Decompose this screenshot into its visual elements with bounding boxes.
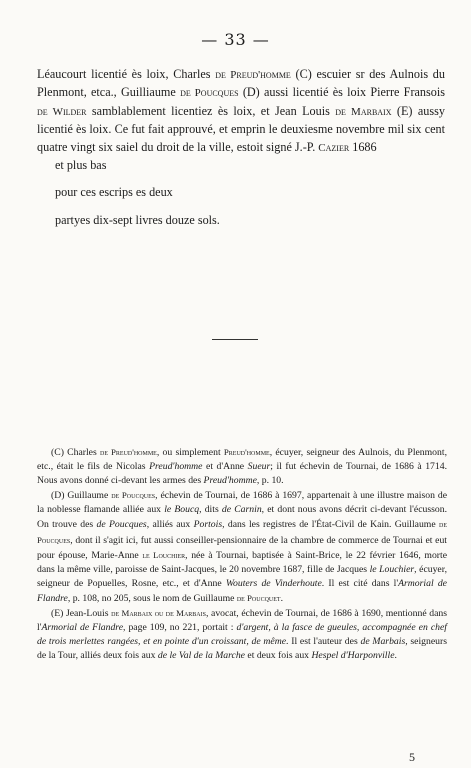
text-run: (C) Charles bbox=[51, 447, 100, 458]
italic-name: de Carnin bbox=[221, 504, 262, 516]
text-run: samblablement licentiez ès loix, et Jean Louis bbox=[86, 103, 336, 118]
surname: de Poucques bbox=[37, 519, 447, 545]
text-run: 1686 bbox=[349, 139, 377, 154]
text-run: (E) Jean-Louis bbox=[51, 608, 112, 620]
text-run: , et dont nous avons décrit ci-devant l'écusson. On trouve des bbox=[37, 504, 448, 531]
text-run: , dont il s'agit ici, fut aussi conseiller-pensionnaire de la chambre de commerce de Tournai et eut pour épouse, Marie-Anne bbox=[37, 534, 447, 561]
text-run: , p. 108, no 205, sous le nom de Guillaume bbox=[67, 592, 237, 604]
footnote-c bbox=[37, 445, 447, 488]
spacer bbox=[37, 174, 445, 184]
text-run: Léaucourt licentié ès loix, Charles bbox=[37, 67, 216, 81]
text-run: (D) Guillaume bbox=[51, 490, 112, 502]
text-run: , dans les registres de l'État-Civil de Kain. Guillaume bbox=[222, 519, 439, 531]
italic-name: Hespel d'Harponville bbox=[311, 650, 395, 662]
text-run: (E) aussy licentié ès loix. Ce fut fait approuvé, et emprin le deuxiesme novembre mil six cent quatre vingt six saiel du droit de la ville, estoit signé J.-P. bbox=[37, 103, 445, 154]
text-run: , ou simplement bbox=[156, 447, 224, 458]
surname: de Poucquet bbox=[236, 592, 281, 603]
text-run: . Il est l'auteur des bbox=[286, 636, 361, 648]
surname: de Preud'homme bbox=[100, 447, 157, 457]
surname: de Marbaix bbox=[335, 105, 392, 118]
italic-title: Armorial de Flandre bbox=[37, 577, 447, 604]
closing-line: partyes dix-sept livres douze sols. bbox=[55, 212, 220, 227]
footnotes bbox=[37, 445, 447, 663]
text-run: et deux fois aux bbox=[244, 650, 312, 662]
italic-name: Wouters de Vinderhoute bbox=[225, 577, 322, 589]
text-run: (C) escuier sr des Aulnois du Plenmont, etca., Guilliaume bbox=[37, 67, 445, 100]
page-number-header: — 33 — bbox=[201, 30, 270, 49]
closing-line: et plus bas bbox=[55, 158, 107, 173]
text-run: , échevin de Tournai, de 1686 à 1697, appartenait à une illustre maison de la noblesse flamande alliée aux bbox=[37, 490, 447, 516]
footnote-d bbox=[37, 488, 447, 606]
footnote-e bbox=[37, 606, 447, 663]
closing-line: pour ces escrips es deux bbox=[55, 185, 173, 200]
text-run: , écuyer, seigneur des Aulnois, du Plenmont, etc., était le fils de Nicolas bbox=[37, 447, 447, 473]
surname: de Preud'homme bbox=[215, 69, 291, 81]
text-run: . Il est cité dans l' bbox=[321, 577, 399, 589]
surname: de Poucques bbox=[111, 490, 156, 501]
surname: Preud'homme bbox=[223, 447, 270, 457]
text-run: . bbox=[280, 592, 284, 604]
surname: de Wilder bbox=[37, 105, 87, 118]
italic-name: de Marbais bbox=[360, 636, 406, 648]
text-run: et d'Anne bbox=[202, 461, 248, 473]
italic-name: Sueur bbox=[247, 461, 271, 473]
text-run: , p. 10. bbox=[256, 475, 284, 487]
italic-name: Portois bbox=[193, 519, 223, 531]
text-run: , alliés aux bbox=[146, 519, 194, 531]
italic-name: Preud'homme bbox=[203, 475, 257, 487]
text-run: (D) aussi licentié ès loix Pierre Fransois bbox=[238, 85, 445, 100]
surname: le Louchier bbox=[142, 549, 186, 560]
italic-name: le Boucq bbox=[164, 504, 200, 516]
italic-name: Preud'homme bbox=[149, 461, 203, 473]
main-text bbox=[37, 66, 445, 229]
text-run: , dits bbox=[199, 504, 222, 516]
text-run: , avocat, échevin de Tournai, de 1686 à 1690, mentionné dans l' bbox=[37, 608, 447, 634]
text-run: , écuyer, seigneur de Popuelles, Rosne, etc., et d'Anne bbox=[37, 563, 447, 589]
main-paragraph bbox=[37, 66, 445, 157]
signature-mark: 5 bbox=[409, 750, 415, 764]
italic-name: de le Val de la Marche bbox=[157, 650, 245, 662]
text-run: ; il fut échevin de Tournai, de 1686 à 1714. Nous avons donné ci-devant les armes des bbox=[37, 461, 447, 487]
separator-rule bbox=[212, 339, 258, 340]
text-run: , page 109, no 221, portait : bbox=[123, 622, 237, 634]
surname: Cazier bbox=[318, 141, 350, 154]
surname: de Poucques bbox=[180, 87, 239, 100]
spacer bbox=[37, 202, 445, 212]
italic-name: de Poucques bbox=[96, 519, 147, 531]
text-run: , seigneurs de la Tour, alliés deux fois aux bbox=[37, 636, 448, 662]
text-run: , née à Tournai, baptisée à Saint-Brice, le 22 février 1646, morte dans la même ville, paroisse de Saint-Jacques, le 20 novembre 1687, fille de Jacques bbox=[37, 549, 448, 575]
italic-title: Armorial de Flandre bbox=[41, 622, 124, 634]
italic-name: le Louchier bbox=[369, 563, 415, 575]
surname: de Marbaix ou de Marbais bbox=[111, 608, 206, 619]
text-run: . bbox=[394, 650, 397, 662]
blazon-text: d'argent, à la fasce de gueules, accompagnée en chef de trois merlettes rangées, et en pointe d'un croissant, de même bbox=[37, 622, 447, 648]
